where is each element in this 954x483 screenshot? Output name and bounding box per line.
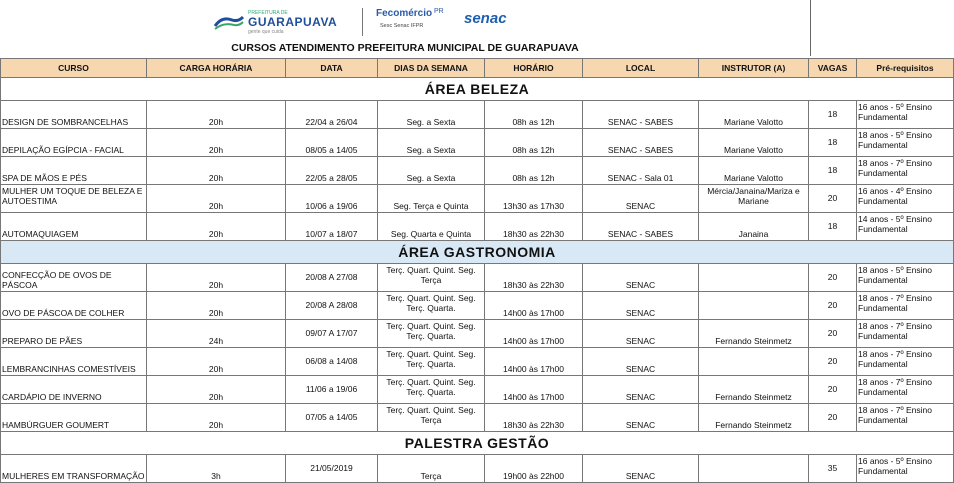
cell-horario: 08h as 12h [485,129,583,157]
cell-local: SENAC [583,292,699,320]
guarapuava-mark-icon [214,14,244,30]
cell-dias: Seg. Quarta e Quinta [378,213,485,241]
col-header-horario: HORÁRIO [485,59,583,78]
guarapuava-logo-top: PREFEITURA DE [248,10,288,16]
col-header-vagas: VAGAS [809,59,857,78]
cell-curso: DEPILAÇÃO EGÍPCIA - FACIAL [1,129,147,157]
cell-req: 18 anos - 7º Ensino Fundamental [857,348,954,376]
cell-instrutor: Janaina [699,213,809,241]
table-header-row [1,59,954,78]
cell-vagas: 20 [809,185,857,213]
col-header-instrutor: INSTRUTOR (A) [699,59,809,78]
logo-bar [0,4,810,38]
cell-curso: AUTOMAQUIAGEM [1,213,147,241]
cell-vagas: 35 [809,455,857,483]
cell-local: SENAC - Sala 01 [583,157,699,185]
cell-local: SENAC [583,455,699,483]
table-row [1,213,954,241]
cell-req: 14 anos - 5º Ensino Fundamental [857,213,954,241]
cell-vagas: 18 [809,157,857,185]
section-header-row [1,432,954,455]
table-body [1,78,954,483]
cell-carga: 20h [147,213,286,241]
cell-instrutor: Mariane Valotto [699,129,809,157]
cell-data: 07/05 a 14/05 [286,404,378,432]
cell-carga: 20h [147,264,286,292]
cell-dias: Seg. Terça e Quinta [378,185,485,213]
fecomercio-logo-pr: PR [434,8,444,15]
cell-local: SENAC [583,376,699,404]
cell-data: 11/06 a 19/06 [286,376,378,404]
cell-vagas: 18 [809,129,857,157]
col-header-data: DATA [286,59,378,78]
cell-carga: 20h [147,101,286,129]
cell-horario: 08h as 12h [485,101,583,129]
guarapuava-logo-tag: gente que cuida [248,29,284,35]
cell-local: SENAC [583,185,699,213]
cell-req: 18 anos - 7º Ensino Fundamental [857,292,954,320]
cell-vagas: 20 [809,348,857,376]
cell-data: 10/06 a 19/06 [286,185,378,213]
guarapuava-logo-name: GUARAPUAVA [248,15,338,29]
col-header-curso: CURSO [1,59,147,78]
guarapuava-logo [214,10,374,36]
table-row [1,157,954,185]
cell-dias: Terç. Quart. Quint. Seg. Terça [378,404,485,432]
table-row [1,320,954,348]
cell-req: 18 anos - 7º Ensino Fundamental [857,404,954,432]
document-title: CURSOS ATENDIMENTO PREFEITURA MUNICIPAL DE GUARAPUAVA [231,42,579,54]
cell-dias: Seg. a Sexta [378,129,485,157]
cell-horario: 14h00 às 17h00 [485,320,583,348]
cell-horario: 08h as 12h [485,157,583,185]
cell-carga: 20h [147,348,286,376]
cell-dias: Seg. a Sexta [378,101,485,129]
section-title: ÁREA BELEZA [1,78,954,101]
table-row [1,292,954,320]
cell-req: 18 anos - 7º Ensino Fundamental [857,157,954,185]
cell-req: 18 anos - 7º Ensino Fundamental [857,376,954,404]
cell-data: 08/05 a 14/05 [286,129,378,157]
cell-data: 21/05/2019 [286,455,378,483]
cell-req: 18 anos - 5º Ensino Fundamental [857,129,954,157]
cell-horario: 14h00 às 17h00 [485,348,583,376]
section-title: PALESTRA GESTÃO [1,432,954,455]
cell-local: SENAC - SABES [583,213,699,241]
cell-curso: CARDÁPIO DE INVERNO [1,376,147,404]
fecomercio-logo-name: Fecomércio [376,8,433,19]
cell-vagas: 18 [809,213,857,241]
cell-horario: 14h00 às 17h00 [485,376,583,404]
courses-table [0,58,954,483]
cell-instrutor [699,292,809,320]
cell-horario: 18h30 as 22h30 [485,213,583,241]
fecomercio-logo-sub: Sesc Senac IFPR [380,23,424,29]
cell-instrutor: Fernando Steinmetz [699,376,809,404]
section-title: ÁREA GASTRONOMIA [1,241,954,264]
cell-carga: 3h [147,455,286,483]
cell-dias: Terç. Quart. Quint. Seg. Terç. Quarta. [378,376,485,404]
cell-horario: 18h30 às 22h30 [485,404,583,432]
table-row [1,264,954,292]
cell-carga: 20h [147,292,286,320]
table-row [1,376,954,404]
cell-horario: 19h00 às 22h00 [485,455,583,483]
cell-data: 22/05 a 28/05 [286,157,378,185]
senac-logo: senac [464,10,507,27]
cell-dias: Terç. Quart. Quint. Seg. Terç. Quarta. [378,348,485,376]
cell-data: 10/07 a 18/07 [286,213,378,241]
cell-data: 09/07 A 17/07 [286,320,378,348]
cell-dias: Terç. Quart. Quint. Seg. Terça [378,264,485,292]
cell-instrutor [699,264,809,292]
cell-vagas: 20 [809,292,857,320]
table-row [1,348,954,376]
cell-req: 18 anos - 5º Ensino Fundamental [857,264,954,292]
cell-carga: 20h [147,376,286,404]
col-header-local: LOCAL [583,59,699,78]
cell-data: 22/04 a 26/04 [286,101,378,129]
logo-separator [362,8,363,36]
table-row [1,185,954,213]
cell-curso: SPA DE MÃOS E PÉS [1,157,147,185]
cell-horario: 13h30 as 17h30 [485,185,583,213]
cell-data: 20/08 A 28/08 [286,292,378,320]
cell-data: 20/08 A 27/08 [286,264,378,292]
cell-curso: PREPARO DE PÃES [1,320,147,348]
table-row [1,129,954,157]
cell-carga: 20h [147,185,286,213]
cell-curso: CONFECÇÃO DE OVOS DE PÁSCOA [1,264,147,292]
cell-curso: LEMBRANCINHAS COMESTÍVEIS [1,348,147,376]
cell-horario: 14h00 às 17h00 [485,292,583,320]
cell-carga: 20h [147,157,286,185]
cell-instrutor: Mariane Valotto [699,157,809,185]
cell-curso: MULHERES EM TRANSFORMAÇÃO [1,455,147,483]
cell-dias: Seg. a Sexta [378,157,485,185]
cell-req: 16 anos - 4º Ensino Fundamental [857,185,954,213]
cell-local: SENAC [583,320,699,348]
cell-instrutor: Mércia/Janaina/Mariza e Mariane [699,185,809,213]
table-row [1,455,954,483]
cell-local: SENAC [583,404,699,432]
cell-curso: DESIGN DE SOMBRANCELHAS [1,101,147,129]
cell-req: 16 anos - 5º Ensino Fundamental [857,455,954,483]
cell-horario: 18h30 às 22h30 [485,264,583,292]
header-divider [810,0,811,56]
col-header-carga: CARGA HORÁRIA [147,59,286,78]
cell-instrutor: Fernando Steinmetz [699,320,809,348]
cell-curso: OVO DE PÁSCOA DE COLHER [1,292,147,320]
section-header-row [1,241,954,264]
cell-data: 06/08 a 14/08 [286,348,378,376]
cell-req: 16 anos - 5º Ensino Fundamental [857,101,954,129]
cell-local: SENAC [583,264,699,292]
cell-instrutor [699,455,809,483]
cell-curso: MULHER UM TOQUE DE BELEZA E AUTOESTIMA [1,185,147,213]
cell-instrutor [699,348,809,376]
cell-vagas: 20 [809,320,857,348]
cell-vagas: 20 [809,404,857,432]
cell-carga: 20h [147,404,286,432]
cell-local: SENAC - SABES [583,129,699,157]
cell-instrutor: Fernando Steinmetz [699,404,809,432]
cell-curso: HAMBÚRGUER GOUMERT [1,404,147,432]
cell-local: SENAC [583,348,699,376]
cell-vagas: 20 [809,376,857,404]
cell-local: SENAC - SABES [583,101,699,129]
cell-vagas: 18 [809,101,857,129]
cell-carga: 20h [147,129,286,157]
cell-instrutor: Mariane Valotto [699,101,809,129]
col-header-dias: DIAS DA SEMANA [378,59,485,78]
cell-dias: Terç. Quart. Quint. Seg. Terç. Quarta. [378,320,485,348]
cell-carga: 24h [147,320,286,348]
cell-req: 18 anos - 7º Ensino Fundamental [857,320,954,348]
col-header-requisitos: Pré-requisitos [857,59,954,78]
cell-dias: Terça [378,455,485,483]
cell-dias: Terç. Quart. Quint. Seg. Terç. Quarta. [378,292,485,320]
fecomercio-logo [376,8,460,38]
section-header-row [1,78,954,101]
cell-vagas: 20 [809,264,857,292]
table-row [1,101,954,129]
table-row [1,404,954,432]
